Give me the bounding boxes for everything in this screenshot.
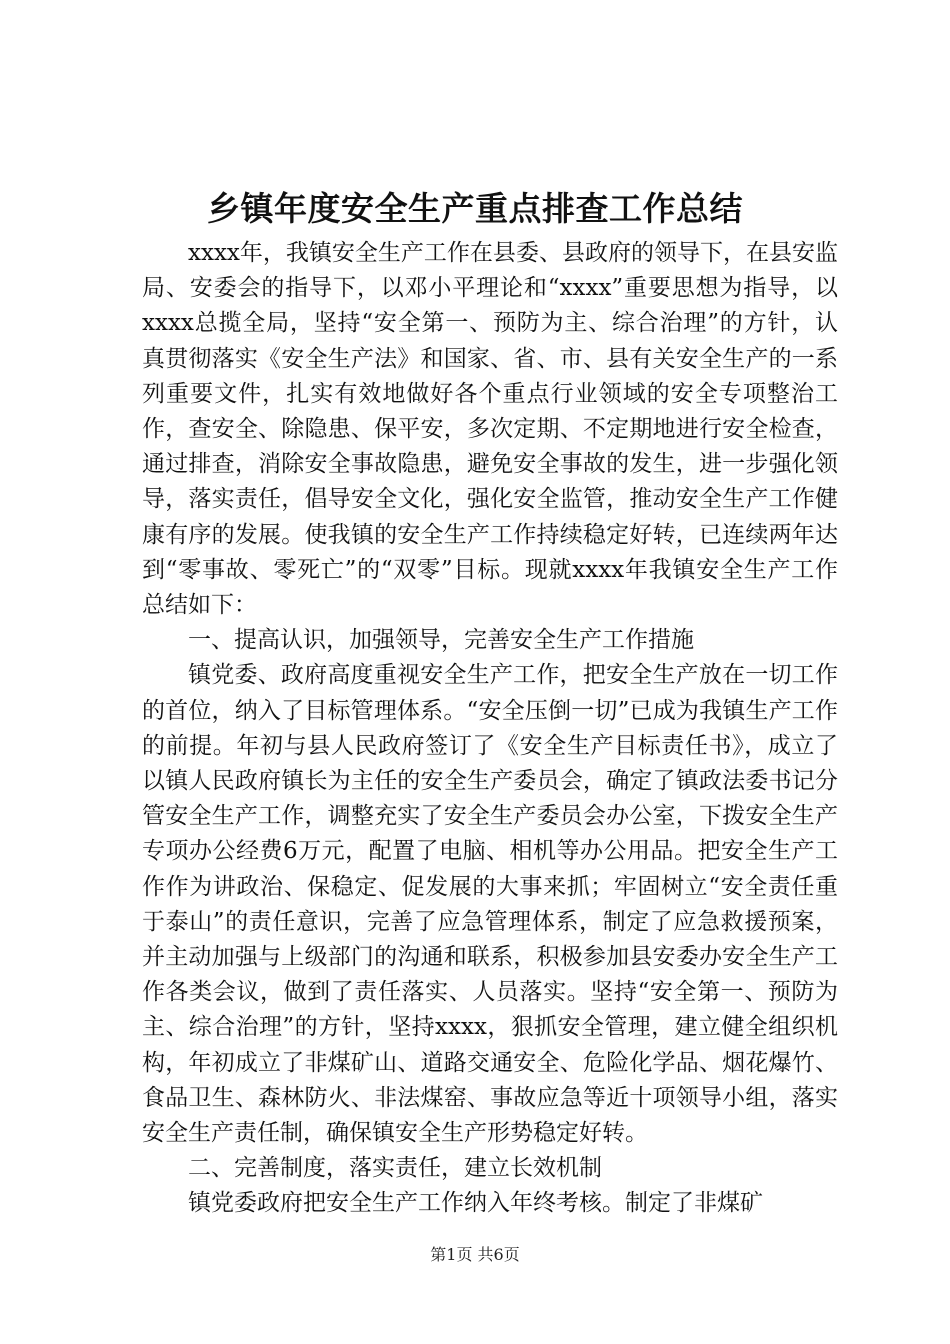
intro-paragraph: xxxx年，我镇安全生产工作在县委、县政府的领导下，在县安监局、安委会的指导下，以邓小平理论和“xxxx”重要思想为指导，以xxxx总揽全局，坚持“安全第一、预防为主、综合治理”的方针，认真贯彻落实《安全生产法》和国家、省、市、县有关安全生产的一系列重要文件，扎实有效地做好各个重点行业领域的安全专项整治工作，查安全、除隐患、保平安，多次定期、不定期地进行安全检查，通过排查，消除安全事故隐患，避免安全事故的发生，进一步强化领导，落实责任，倡导安全文化，强化安全监管，推动安全生产工作健康有序的发展。使我镇的安全生产工作持续稳定好转，已连续两年达到“零事故、零死亡”的“双零”目标。现就xxxx年我镇安全生产工作总结如下：	[142, 240, 838, 619]
document-body	[142, 236, 838, 1222]
document-title: 乡镇年度安全生产重点排查工作总结	[207, 189, 743, 228]
section-1-paragraph: 镇党委、政府高度重视安全生产工作，把安全生产放在一切工作的首位，纳入了目标管理体系。“安全压倒一切”已成为我镇生产工作的前提。年初与县人民政府签订了《安全生产目标责任书》，成立了以镇人民政府镇长为主任的安全生产委员会，确定了镇政法委书记分管安全生产工作，调整充实了安全生产委员会办公室，下拨安全生产专项办公经费6万元，配置了电脑、相机等办公用品。把安全生产工作作为讲政治、保稳定、促发展的大事来抓；牢固树立“安全责任重于泰山”的责任意识，完善了应急管理体系，制定了应急救援预案，并主动加强与上级部门的沟通和联系，积极参加县安委办安全生产工作各类会议，做到了责任落实、人员落实。坚持“安全第一、预防为主、综合治理”的方针，坚持xxxx，狠抓安全管理，建立健全组织机构，年初成立了非煤矿山、道路交通安全、危险化学品、烟花爆竹、食品卫生、森林防火、非法煤窑、事故应急等近十项领导小组，落实安全生产责任制，确保镇安全生产形势稳定好转。	[142, 662, 838, 1147]
page-number-footer: 第1页 共6页	[430, 1245, 520, 1264]
section-heading-1: 一、提高认识，加强领导，完善安全生产工作措施	[188, 627, 694, 654]
section-heading-2: 二、完善制度，落实责任，建立长效机制	[188, 1155, 602, 1182]
section-2-paragraph: 镇党委政府把安全生产工作纳入年终考核。制定了非煤矿	[188, 1190, 763, 1217]
